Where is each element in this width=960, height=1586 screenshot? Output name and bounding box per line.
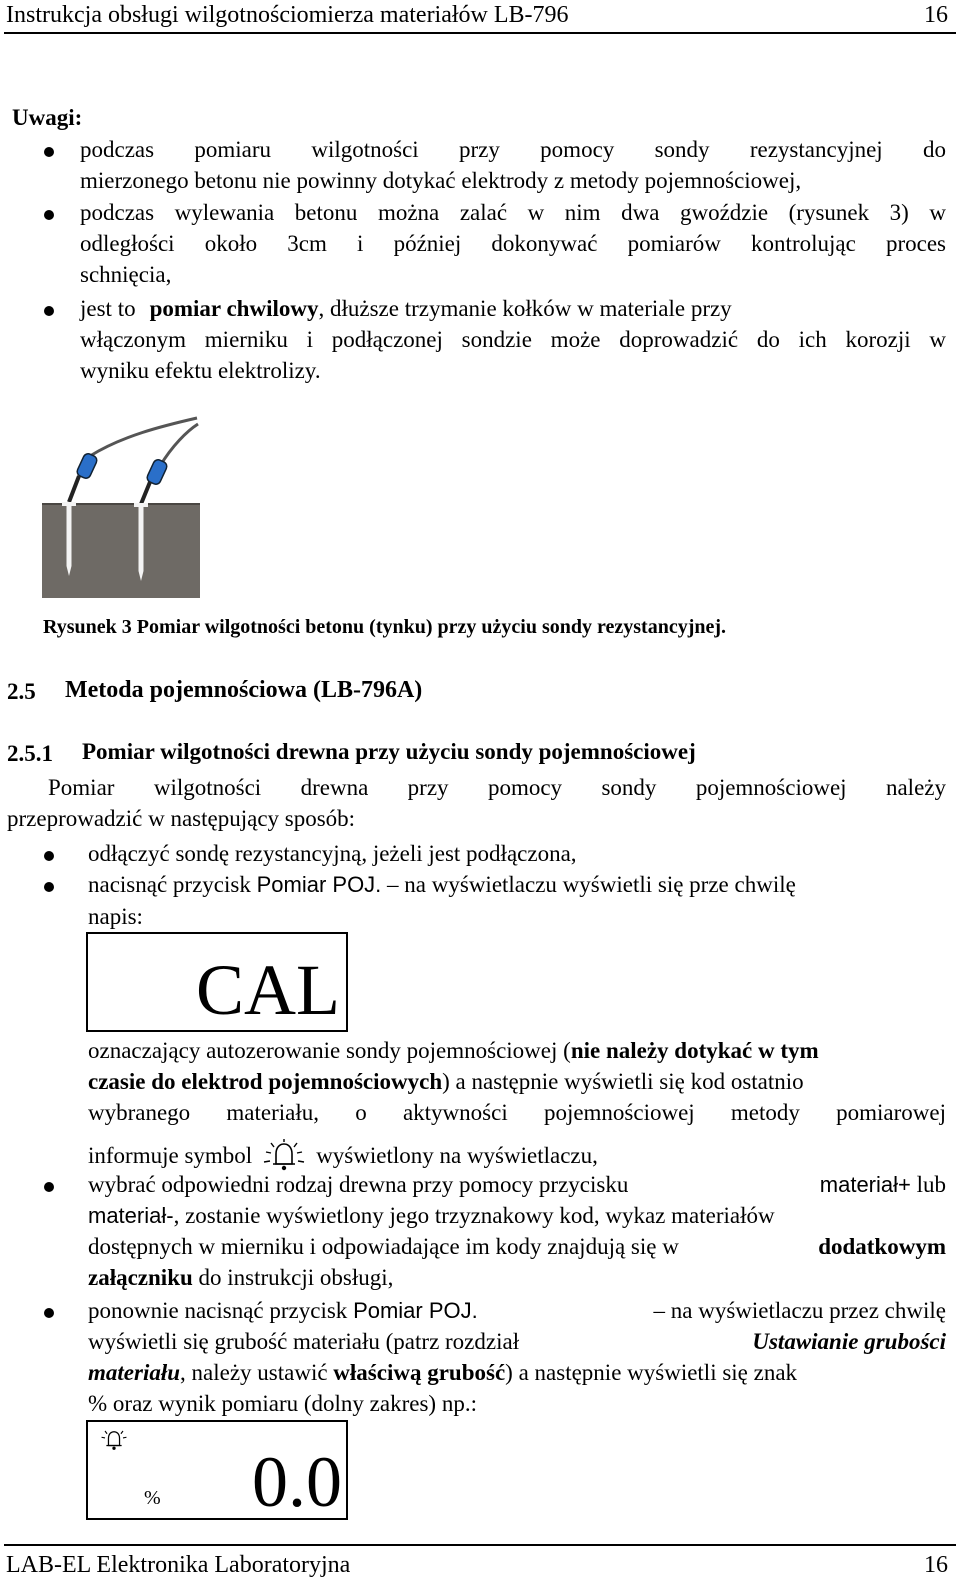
bullet <box>44 1308 54 1318</box>
step-2-text-b: – na wyświetlaczu wyświetli się prze chwilę <box>381 872 796 897</box>
step-2-l4-text: ) a następnie wyświetli się kod ostatnio <box>442 1069 804 1094</box>
lcd-text-cal: CAL <box>196 950 340 1030</box>
bell-icon <box>96 1426 132 1454</box>
note-3-line-3: wyniku efektu elektrolizy. <box>80 358 321 383</box>
step-3-l4-text: do instrukcji obsługi, <box>198 1265 394 1290</box>
intro-line-2: przeprowadzić w następujący sposób: <box>7 806 356 831</box>
lcd-display-result <box>86 1420 348 1520</box>
step-2-line-3 <box>88 1038 819 1064</box>
note-2-line-2: odległości około 3cm i później dokonywać pomiarów kontrolując proces <box>80 231 946 256</box>
step-3-l2-text: , zostanie wyświetlony jego trzyznakowy kod, wykaz materiałów <box>173 1203 775 1228</box>
footer-company: LAB-EL Elektronika Laboratoryjna <box>6 1552 351 1578</box>
step-2-l6-text-b: wyświetlony na wyświetlaczu, <box>316 1143 598 1168</box>
subsection-title: Pomiar wilgotności drewna przy użyciu sondy pojemnościowej <box>82 739 696 764</box>
note-3-text-a: jest to <box>80 296 136 321</box>
step-2-l3-bold: nie należy dotykać w tym <box>570 1038 819 1063</box>
step-4-line-1 <box>88 1298 946 1324</box>
note-2-line-3: schnięcia, <box>80 262 172 287</box>
step-2-line-4 <box>88 1069 804 1095</box>
step-2-line-6 <box>88 1138 598 1174</box>
header-rule <box>4 32 956 34</box>
note-2-line-1: podczas wylewania betonu można zalać w nim dwa gwoździe (rysunek 3) w <box>80 200 946 225</box>
step-1: odłączyć sondę rezystancyjną, jeżeli jest podłączona, <box>88 841 577 866</box>
bullet <box>44 1182 54 1192</box>
figure-concrete-probe <box>42 416 200 598</box>
figure-caption: Rysunek 3 Pomiar wilgotności betonu (tynku) przy użyciu sondy rezystancyjnej. <box>43 616 727 638</box>
step-4-line-4: % oraz wynik pomiaru (dolny zakres) np.: <box>88 1391 477 1416</box>
step-4-l1-text-a: ponownie nacisnąć przycisk <box>88 1298 348 1323</box>
note-1-line-2: mierzonego betonu nie powinny dotykać elektrody z metody pojemnościowej, <box>80 168 802 193</box>
bullet <box>44 210 54 220</box>
footer-rule <box>4 1544 956 1546</box>
step-3-line-2 <box>88 1203 775 1229</box>
step-3-l3-text: dostępnych w mierniku i odpowiadające im kody znajdują się w <box>88 1234 679 1259</box>
lcd-percent-unit: % <box>144 1487 161 1509</box>
step-4-line-2 <box>88 1329 946 1355</box>
step-3-line-3 <box>88 1234 946 1260</box>
step-4-l3-bold-italic: materiału <box>88 1360 181 1385</box>
bullet <box>44 882 54 892</box>
step-2-text-a: nacisnąć przycisk <box>88 872 251 897</box>
subsection-number: 2.5.1 <box>7 741 53 766</box>
note-1-line-1: podczas pomiaru wilgotności przy pomocy sondy rezystancyjnej do <box>80 137 946 162</box>
step-3-l1-text-a: wybrać odpowiedni rodzaj drewna przy pomocy przycisku <box>88 1172 629 1197</box>
material-plus-button-label: materiał+ <box>819 1172 911 1197</box>
step-4-l3-bold: właściwą grubość <box>333 1360 506 1385</box>
step-3-l1-text-b: lub <box>916 1172 946 1197</box>
note-3-bold: pomiar chwilowy <box>149 296 319 321</box>
step-2-l3-text: oznaczający autozerowanie sondy pojemnościowej ( <box>88 1038 571 1063</box>
pomiar-poj-button-label: Pomiar POJ. <box>256 872 382 897</box>
step-4-l2-bold-italic: Ustawianie grubości <box>752 1329 946 1354</box>
step-2-line-2: napis: <box>88 904 143 929</box>
material-minus-button-label: materiał- <box>88 1203 174 1228</box>
step-4-l1-text-b: – na wyświetlaczu przez chwilę <box>653 1298 946 1323</box>
section-title: Metoda pojemnościowa (LB-796A) <box>65 677 423 703</box>
bullet <box>44 306 54 316</box>
step-2-line-5: wybranego materiału, o aktywności pojemnościowej metody pomiarowej <box>88 1100 946 1125</box>
lcd-display-cal <box>86 932 348 1032</box>
step-4-l3-text-b: ) a następnie wyświetli się znak <box>505 1360 798 1385</box>
notes-heading: Uwagi: <box>12 105 83 130</box>
concrete-block <box>42 504 200 598</box>
step-3-l3-bold: dodatkowym <box>818 1234 946 1259</box>
step-4-line-3 <box>88 1360 797 1386</box>
lcd-result-value: 0.0 <box>252 1442 342 1522</box>
note-3-text-b: , dłuższe trzymanie kołków w materiale przy <box>318 296 732 321</box>
step-2-line-1 <box>88 872 796 898</box>
bullet <box>44 851 54 861</box>
step-2-l6-text-a: informuje symbol <box>88 1143 253 1168</box>
bell-icon <box>258 1138 310 1174</box>
note-3-line-1 <box>80 296 946 322</box>
step-3-l4-bold: załączniku <box>88 1265 193 1290</box>
pomiar-poj-button-label-2: Pomiar POJ. <box>353 1298 478 1323</box>
section-number: 2.5 <box>7 679 36 704</box>
step-3-line-1 <box>88 1172 946 1198</box>
step-2-l4-bold: czasie do elektrod pojemnościowych <box>88 1069 443 1094</box>
page-header-number: 16 <box>924 2 948 28</box>
step-4-l2-text: wyświetli się grubość materiału (patrz rozdział <box>88 1329 520 1354</box>
footer-page-number: 16 <box>924 1552 948 1578</box>
bullet <box>44 147 54 157</box>
intro-line-1: Pomiar wilgotności drewna przy pomocy sondy pojemnościowej należy <box>48 775 946 800</box>
note-3-line-2: włączonym mierniku i podłączonej sondzie może doprowadzić do ich korozji w <box>80 327 946 352</box>
step-4-l3-text-a: , należy ustawić <box>180 1360 328 1385</box>
step-3-line-4 <box>88 1265 393 1291</box>
page-header-title: Instrukcja obsługi wilgotnościomierza materiałów LB-796 <box>6 2 569 28</box>
